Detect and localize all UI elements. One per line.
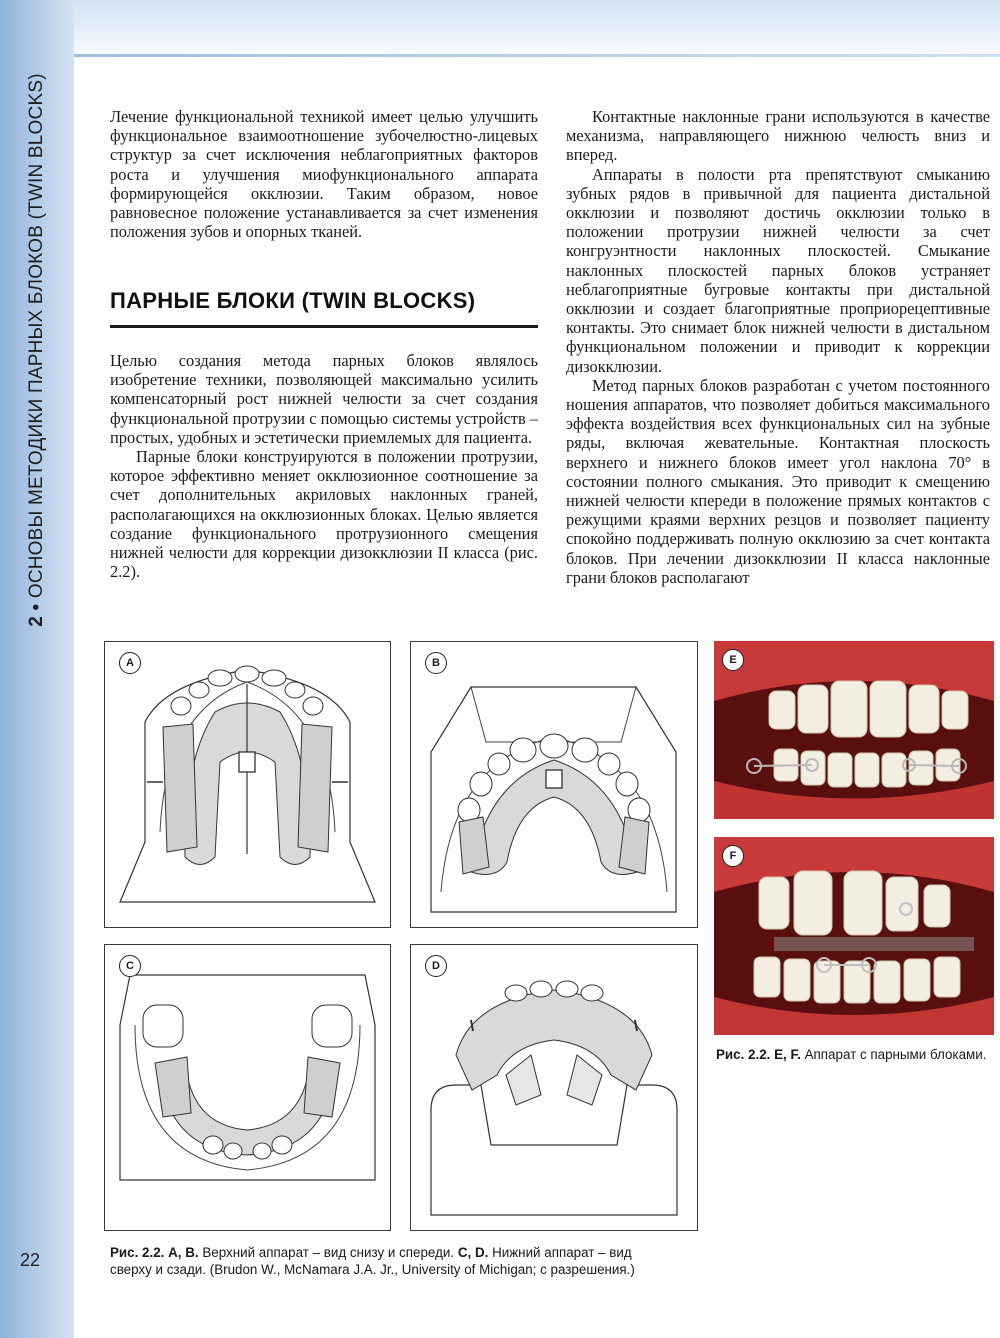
top-gradient-strip bbox=[74, 0, 1000, 62]
lower-appliance-illustration bbox=[105, 945, 390, 1230]
left-paragraph-1: Целью создания метода парных блоков являлось изобретение техники, позволяющей максимально усилить компенсаторный рост нижней челюсти за счет создания функциональной протрузии с помощью системы устройств – простых, удобных и эстетически приемлемых для пациента. bbox=[110, 351, 538, 447]
photo-f bbox=[714, 837, 994, 1035]
photo-e-teeth-image bbox=[714, 641, 994, 819]
panel-c-label: C bbox=[119, 955, 141, 977]
lower-appliance-back-illustration bbox=[411, 945, 697, 1230]
heading-underline bbox=[110, 325, 538, 328]
caption-ef bbox=[716, 1046, 992, 1063]
right-column bbox=[566, 107, 990, 587]
caption-ad-label-2: C, D. bbox=[457, 1245, 489, 1260]
figure-panel-c bbox=[104, 944, 391, 1231]
caption-ad-text-1: Верхний аппарат – вид снизу и спереди. bbox=[198, 1245, 458, 1260]
section-heading: ПАРНЫЕ БЛОКИ (TWIN BLOCKS) bbox=[110, 288, 476, 313]
caption-ad-label-1: Рис. 2.2. A, B. bbox=[110, 1245, 199, 1260]
running-head-text bbox=[26, 73, 48, 626]
left-body bbox=[110, 351, 538, 581]
right-paragraph-2: Аппараты в полости рта препятствуют смыканию зубных рядов в привычной для пациента дистальной окклюзии и позволяют достичь окклюзии только в положении протрузии нижней челюсти за счет конгруэнтности наклонных плоскостей. Смыкание наклонных плоскостей парных блоков устраняет неблагоприятные бугровые контакты при дистальной окклюзии и создает благоприятные проприорецептивные контакты. Это снимает блок нижней челюсти в дистальном функциональном положении и приводит к коррекции дизокклюзии. bbox=[566, 164, 990, 376]
intro-paragraph bbox=[110, 107, 538, 241]
chapter-title: ОСНОВЫ МЕТОДИКИ ПАРНЫХ БЛОКОВ (TWIN BLOCKS) bbox=[26, 73, 47, 599]
panel-d-label: D bbox=[425, 955, 447, 977]
photo-f-label: F bbox=[722, 845, 744, 867]
figure-panel-d bbox=[410, 944, 698, 1231]
caption-ef-label: Рис. 2.2. E, F. bbox=[716, 1047, 801, 1062]
left-paragraph-2: Парные блоки конструируются в положении протрузии, которое эффективно меняет окклюзионное соотношение за счет дополнительных акриловых наклонных граней, располагающихся на окклюзионных блоках. Целью является создание функционального протрузионного смещения нижней челюсти для коррекции дизокклюзии II класса (рис. 2.2). bbox=[110, 447, 538, 582]
caption-ef-text: Аппарат с парными блоками. bbox=[800, 1047, 987, 1062]
photo-e-label: E bbox=[722, 649, 744, 671]
upper-appliance-illustration bbox=[105, 642, 390, 927]
top-rule bbox=[74, 54, 1000, 57]
caption-ad-text-2: Нижний аппарат – вид сверху и сзади. (Brudon W., McNamara J.A. Jr., University of Michigan; с разрешения.) bbox=[110, 1245, 635, 1277]
upper-appliance-front-illustration bbox=[411, 642, 697, 927]
figure-panel-a bbox=[104, 641, 391, 928]
photo-f-teeth-image bbox=[714, 837, 994, 1035]
page-number: 22 bbox=[20, 1250, 41, 1270]
panel-b-label: B bbox=[425, 652, 447, 674]
running-head bbox=[0, 0, 74, 640]
intro-text: Лечение функциональной техникой имеет целью улучшить функциональное взаимоотношение зубочелюстно-лицевых структур за счет исключения неблагоприятных факторов роста и улучшения миофункционального аппарата формирующейся окклюзии. Таким образом, новое равновесное положение устанавливается за счет изменения положения зубов и опорных тканей. bbox=[110, 107, 538, 242]
photo-e bbox=[714, 641, 994, 819]
figure-panel-b bbox=[410, 641, 698, 928]
right-paragraph-3: Метод парных блоков разработан с учетом постоянного ношения аппаратов, что позволяет добиться максимального эффекта воздействия всех функциональных сил на зубные ряды, включая жевательные. Контактная плоскость верхнего и нижнего блоков имеет угол наклона 70° в состоянии полного смыкания. Это приводит к смещению нижней челюсти кпереди в положение прямых контактов с режущими краями верхних резцов и позволяет пациенту спокойно поддерживать полную окклюзию за счет контакта блоков. При лечении дизокклюзии II класса наклонные грани блоков располагают bbox=[566, 375, 990, 587]
chapter-number: 2 • bbox=[26, 603, 47, 627]
caption-ad bbox=[110, 1244, 670, 1278]
right-paragraph-1: Контактные наклонные грани используются в качестве механизма, направляющего нижнюю челюсть вниз и вперед. bbox=[566, 107, 990, 165]
panel-a-label: A bbox=[119, 652, 141, 674]
